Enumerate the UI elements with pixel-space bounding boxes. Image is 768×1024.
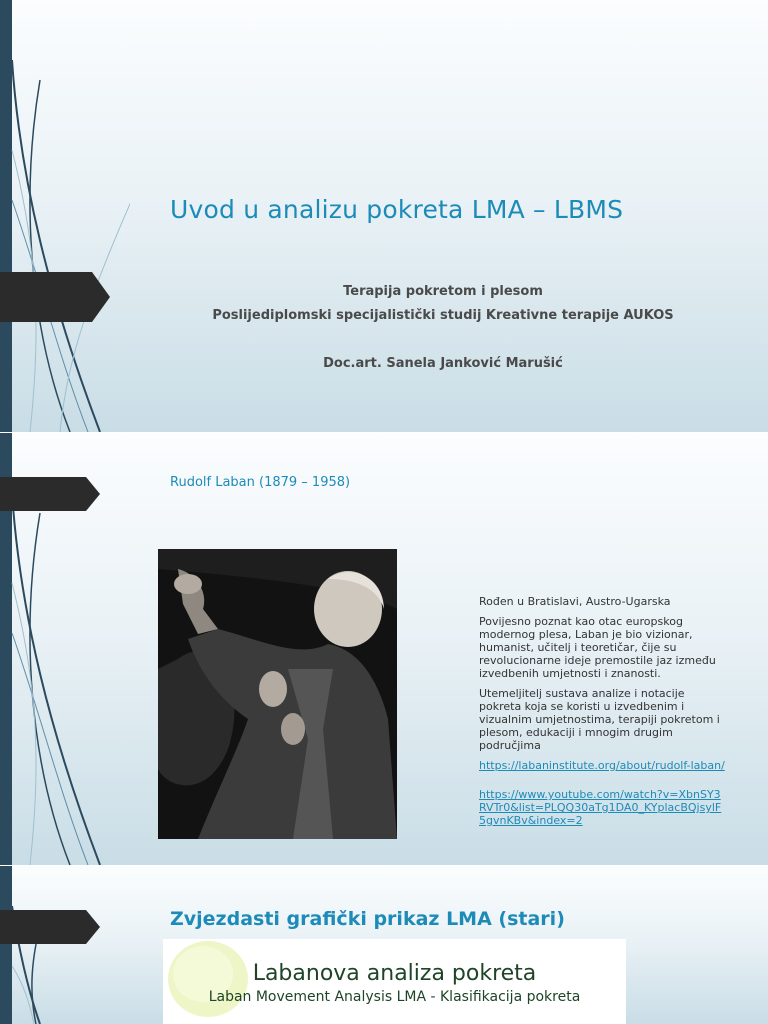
- youtube-link[interactable]: https://www.youtube.com/watch?v=XbnSY3RVTr0&list=PLQQ30aTg1DA0_KYplacBQjsylF5gvnKBv&index=2: [479, 788, 722, 827]
- bullet-text: Utemeljitelj sustava analize i notacije pokreta koja se koristi u izvedbenim i vizualnim umjetnostima, terapiji pokretom i plesom, edukaciji i mnogim drugim područjima: [479, 687, 720, 752]
- slide-lma-star: [0, 866, 768, 1024]
- subtitle-study: Poslijediplomski specijalistički studij Kreativne terapije AUKOS: [212, 308, 674, 323]
- embedded-image: [163, 939, 626, 1024]
- slide-laban: [0, 433, 768, 865]
- list-item: [455, 595, 725, 608]
- subtitle-program: Terapija pokretom i plesom: [343, 284, 543, 299]
- portrait-photo: [158, 549, 397, 839]
- embedded-subtitle: Laban Movement Analysis LMA - Klasifikacija pokreta: [208, 989, 581, 1005]
- arrow-tab: [0, 272, 110, 322]
- presentation-title: Uvod u analizu pokreta LMA – LBMS: [170, 195, 624, 224]
- list-item: [455, 615, 725, 680]
- embedded-title: Labanova analiza pokreta: [252, 961, 537, 986]
- list-item: [455, 759, 725, 772]
- decorative-curves: [0, 0, 130, 432]
- list-item: [455, 687, 725, 752]
- list-item: [455, 788, 725, 827]
- author-name: Doc.art. Sanela Janković Marušić: [323, 356, 563, 371]
- laban-institute-link[interactable]: https://labaninstitute.org/about/rudolf-laban/: [479, 759, 725, 772]
- slide-title: [0, 0, 768, 432]
- slide-heading: Zvjezdasti grafički prikaz LMA (stari): [170, 908, 565, 930]
- arrow-tab: [0, 477, 110, 527]
- bullet-text: Povijesno poznat kao otac europskog modernog plesa, Laban je bio vizionar, humanist, učitelj i teoretičar, čije su revolucionarne ideje premostile jaz između izvedbenih umjetnosti i znanosti.: [479, 615, 716, 680]
- arrow-tab: [0, 910, 110, 960]
- bullet-text: Rođen u Bratislavi, Austro-Ugarska: [479, 595, 671, 608]
- slide-heading: Rudolf Laban (1879 – 1958): [170, 475, 351, 490]
- bullet-list: [455, 595, 725, 834]
